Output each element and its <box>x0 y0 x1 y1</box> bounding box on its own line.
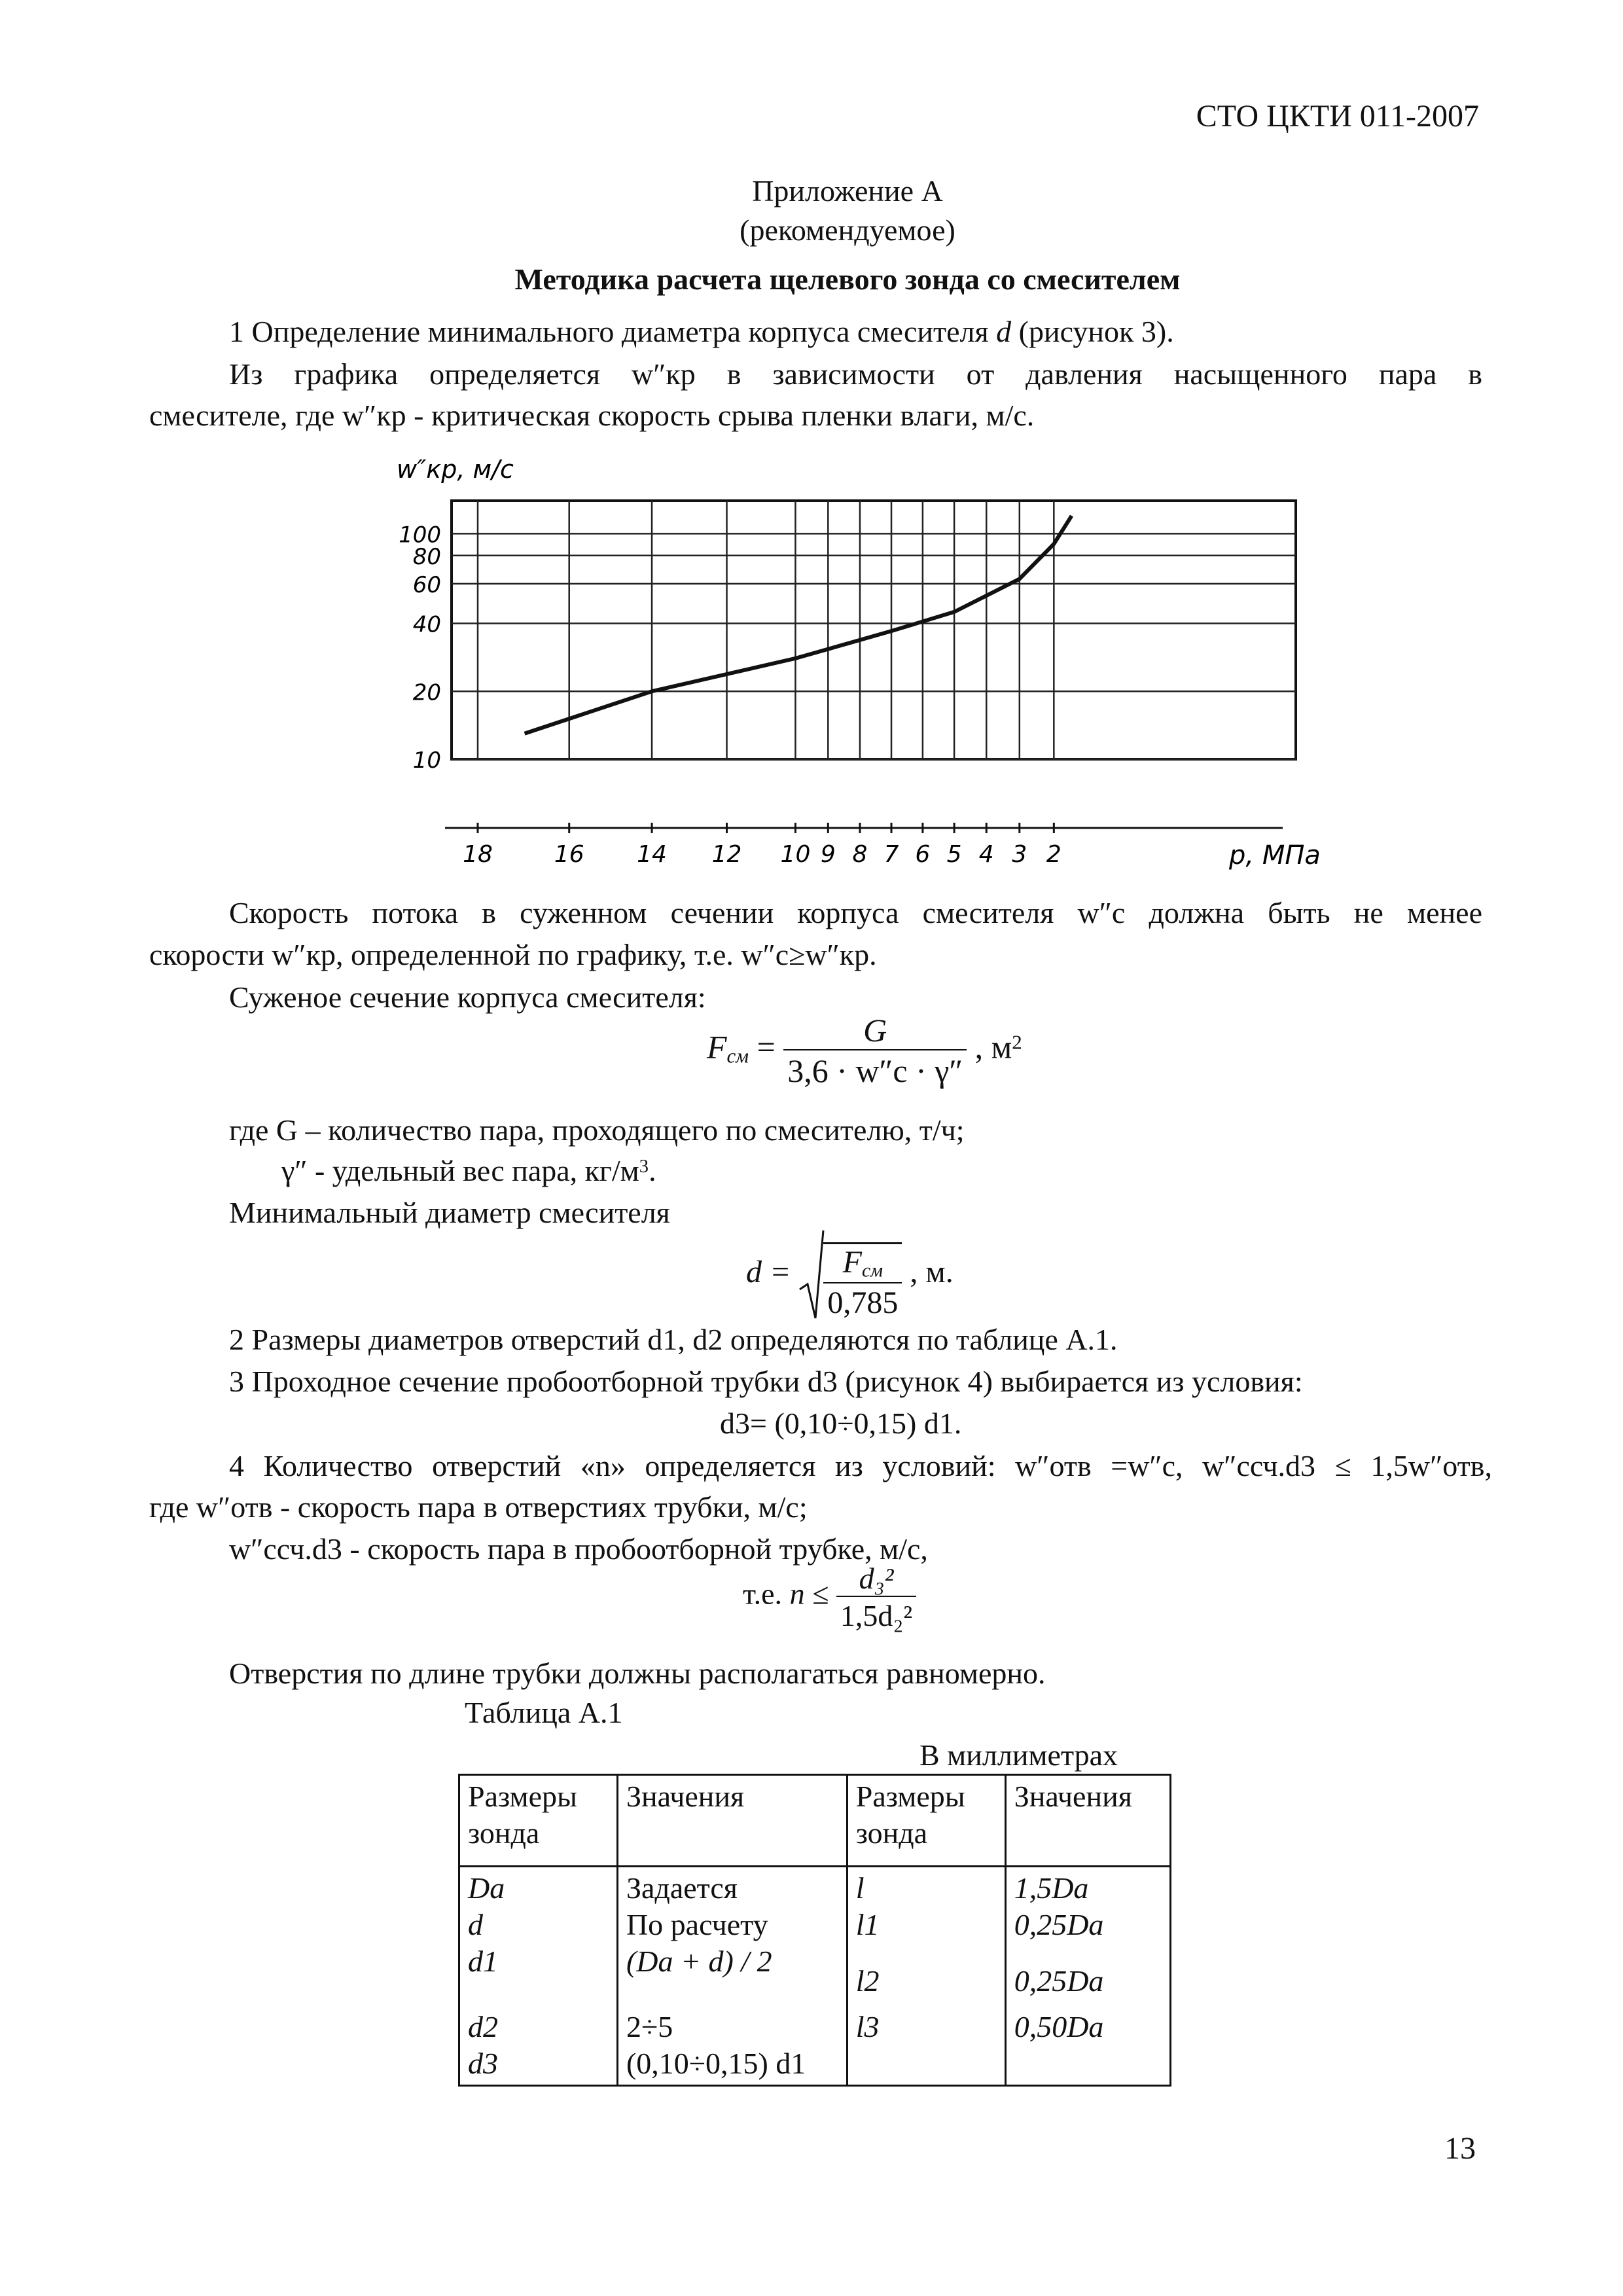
table-cell: По расчету <box>626 1908 768 1941</box>
formula-2-num-sub: см <box>861 1260 883 1282</box>
appendix-status: (рекомендуемое) <box>740 213 955 247</box>
chart-x-tick-label: 4 <box>978 841 994 868</box>
table-cell: d1 <box>468 1945 498 1978</box>
table-cell: Задается <box>626 1871 738 1905</box>
paragraph-3-line-1: Скорость потока в суженном сечении корпуса смесителя w″с должна быть не менее <box>229 896 1482 929</box>
doc-code: СТО ЦКТИ 011-2007 <box>1196 99 1479 134</box>
table-left-values <box>617 1867 847 2086</box>
chart-x-axis <box>445 823 1283 868</box>
chart-y-tick-label: 40 <box>412 611 441 638</box>
table-header-cell: Размеры зонда <box>459 1775 618 1867</box>
paragraph-3-line-2: скорости w″кр, определенной по графику, т.е. w″с≥w″кр. <box>149 938 877 971</box>
table-left-names <box>459 1867 618 2086</box>
table-header-cell: Значения <box>617 1775 847 1867</box>
paragraph-8: 2 Размеры диаметров отверстий d1, d2 определяются по таблице А.1. <box>229 1323 1118 1356</box>
table-cell: 1,5Da <box>1014 1871 1089 1905</box>
formula-1-equals: = <box>757 1028 776 1066</box>
chart-ylabel: w″кр, м/с <box>397 455 514 484</box>
table-right-values <box>1005 1867 1170 2086</box>
paragraph-6-sup: 3 <box>639 1157 649 1177</box>
table-cell: (Da + d) / 2 <box>626 1945 772 1978</box>
chart-x-tick-label: 2 <box>1046 841 1061 868</box>
table-cell: l <box>855 1871 865 1905</box>
formula-2-num-var: F <box>842 1245 862 1280</box>
table-cell: d2 <box>468 2010 498 2043</box>
table-cell: l2 <box>855 1964 880 1998</box>
paragraph-10-line-1: 4 Количество отверстий «n» определяется из условий: w″отв =w″с, w″ссч.d3 ≤ 1,5w″отв, <box>229 1449 1492 1482</box>
chart-series <box>525 516 1072 734</box>
formula-2-denominator: 0,785 <box>823 1282 902 1321</box>
page-number: 13 <box>1444 2131 1476 2166</box>
table-cell: 0,25Da <box>1014 1908 1104 1941</box>
chart-x-tick-label: 14 <box>637 841 667 868</box>
table-cell: 0,50Da <box>1014 2010 1104 2043</box>
chart-y-tick-label: 100 <box>399 522 441 548</box>
sqrt-symbol <box>798 1229 902 1321</box>
table-cell: (0,10÷0,15) d1 <box>626 2047 806 2080</box>
table-cell: l1 <box>855 1908 880 1941</box>
table-units: В миллиметрах <box>919 1738 1118 1772</box>
chart-y-ticks <box>399 522 441 774</box>
formula-1-fraction <box>783 1011 967 1090</box>
chart-y-tick-label: 80 <box>412 543 441 570</box>
formula-1-lhs-sub: см <box>726 1044 749 1067</box>
table-cell: 2÷5 <box>626 2010 673 2043</box>
chart-grid <box>452 501 1296 759</box>
chart-x-tick-label: 12 <box>711 841 742 868</box>
table-cell: l3 <box>855 2010 880 2043</box>
paragraph-5: где G – количество пара, проходящего по смесителю, т/ч; <box>229 1113 965 1147</box>
paragraph-6-end: . <box>649 1154 656 1187</box>
paragraph-11: w″ссч.d3 - скорость пара в пробоотборной трубке, м/с, <box>229 1532 928 1566</box>
formula-3-numerator: d₃² <box>859 1562 894 1595</box>
formula-holes-count <box>743 1561 916 1633</box>
table-header-row <box>459 1775 1171 1867</box>
table-header-cell: Значения <box>1005 1775 1170 1867</box>
paragraph-9-formula: d3= (0,10÷0,15) d1. <box>720 1407 962 1440</box>
formula-1-denominator: 3,6 · w″с · γ″ <box>783 1049 967 1090</box>
section-title: Методика расчета щелевого зонда со смесителем <box>514 262 1181 296</box>
sqrt-icon <box>798 1229 825 1321</box>
formula-1-unit: , м <box>974 1028 1012 1066</box>
chart-series-line <box>525 516 1072 734</box>
formula-3-lhs: n ≤ <box>789 1577 829 1611</box>
paragraph-12: Отверстия по длине трубки должны располагаться равномерно. <box>229 1657 1046 1690</box>
chart-x-tick-label: 10 <box>780 841 811 868</box>
paragraph-2-line-1: Из графика определяется w″кр в зависимости от давления насыщенного пара в <box>229 357 1482 391</box>
chart-xlabel: p, МПа <box>1229 840 1321 870</box>
paragraph-10-line-2: где w″отв - скорость пара в отверстиях трубки, м/с; <box>149 1490 808 1524</box>
chart-x-tick-label: 16 <box>554 841 584 868</box>
formula-2-unit: , м. <box>910 1255 954 1290</box>
appendix-title: Приложение А <box>752 174 943 207</box>
paragraph-6-text: γ″ - удельный вес пара, кг/м <box>281 1154 639 1187</box>
paragraph-7: Минимальный диаметр смесителя <box>229 1196 670 1229</box>
table-cell: d <box>468 1908 483 1941</box>
chart-x-tick-label: 9 <box>820 841 836 868</box>
chart-y-tick-label: 10 <box>412 747 441 774</box>
chart-x-tick-label: 3 <box>1012 841 1027 868</box>
chart-x-tick-label: 6 <box>915 841 931 868</box>
formula-2-fraction <box>823 1242 902 1321</box>
formula-1-lhs: F <box>707 1028 727 1066</box>
probe-dimensions-table <box>458 1774 1171 2087</box>
chart-x-tick-label: 18 <box>463 841 493 868</box>
formula-3-fraction <box>836 1561 916 1633</box>
critical-velocity-chart <box>366 445 1322 877</box>
formula-2-numerator <box>839 1244 887 1282</box>
chart-x-tick-label: 7 <box>883 841 899 868</box>
paragraph-9: 3 Проходное сечение пробоотборной трубки d3 (рисунок 4) выбирается из условия: <box>229 1365 1303 1398</box>
table-cell: d3 <box>468 2047 498 2080</box>
formula-2-lhs: d = <box>746 1255 791 1290</box>
formula-3-denominator: 1,5d₂² <box>836 1596 916 1633</box>
table-caption: Таблица А.1 <box>465 1696 623 1729</box>
formula-1-numerator: G <box>863 1012 887 1049</box>
table-right-names <box>847 1867 1005 2086</box>
table-header-cell: Размеры зонда <box>847 1775 1005 1867</box>
table-body-row <box>459 1867 1171 2086</box>
paragraph-1 <box>229 314 1174 349</box>
chart-x-tick-label: 8 <box>852 841 868 868</box>
paragraph-2-line-2: смесителе, где w″кр - критическая скорость срыва пленки влаги, м/с. <box>149 399 1035 432</box>
formula-section-area <box>707 1011 1022 1090</box>
paragraph-6 <box>281 1153 656 1188</box>
chart-frame <box>452 501 1296 759</box>
chart-y-tick-label: 20 <box>412 679 441 706</box>
formula-1-unit-sup: 2 <box>1012 1030 1022 1054</box>
table-cell: 0,25Da <box>1014 1964 1104 1998</box>
chart-y-tick-label: 60 <box>412 571 441 598</box>
table-cell: Da <box>468 1871 505 1905</box>
paragraph-4: Суженое сечение корпуса смесителя: <box>229 980 706 1014</box>
paragraph-1-tail: (рисунок 3). <box>1018 315 1174 348</box>
formula-3-prefix: т.е. <box>743 1577 783 1611</box>
paragraph-1-text: 1 Определение минимального диаметра корпуса смесителя <box>229 315 989 348</box>
formula-diameter <box>746 1229 954 1321</box>
chart-x-tick-label: 5 <box>946 841 962 868</box>
paragraph-1-var: d <box>996 315 1012 348</box>
